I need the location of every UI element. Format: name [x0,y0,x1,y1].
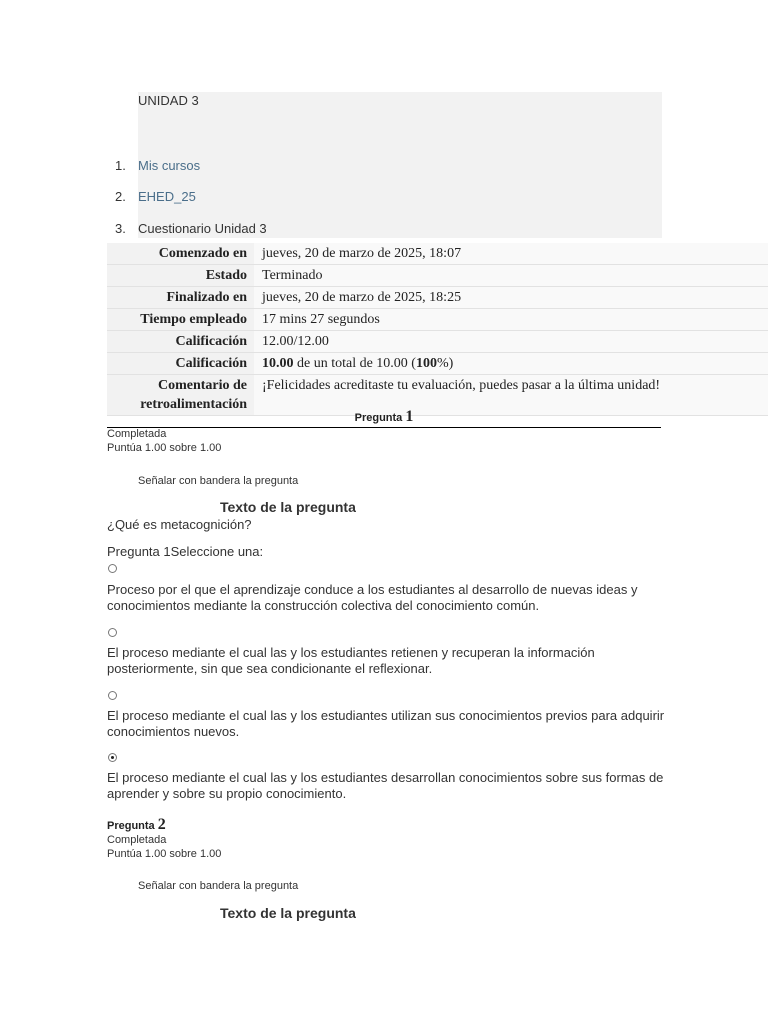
time-value: 17 mins 27 segundos [254,309,768,331]
feedback-label: Comentario de retroalimentación [107,375,254,416]
summary-row-grade-total [107,353,768,375]
state-label: Estado [107,265,254,287]
breadcrumb-item-mis-cursos[interactable] [115,158,415,173]
question-1-status: Completada [107,428,167,440]
question-1-prompt: Pregunta 1Seleccione una: [107,544,264,559]
summary-row-time [107,309,768,331]
question-2-status: Completada [107,834,167,846]
grade-label: Calificación [107,331,254,353]
question-1-header [107,408,661,428]
question-1-number: 1 [405,408,414,425]
finished-label: Finalizado en [107,287,254,309]
summary-row-finished [107,287,768,309]
grade-total-percent: 100 [415,356,437,371]
unit-title: UNIDAD 3 [138,93,199,108]
breadcrumb-current-quiz: Cuestionario Unidad 3 [138,221,267,236]
summary-row-state [107,265,768,287]
attempt-summary-table [107,243,768,416]
grade-value: 12.00/12.00 [254,331,768,353]
question-1-score: Puntúa 1.00 sobre 1.00 [107,442,222,454]
question-1-flag-link[interactable]: Señalar con bandera la pregunta [138,475,299,487]
feedback-value: ¡Felicidades acreditaste tu evaluación, puedes pasar a la última unidad! [254,375,768,416]
breadcrumb-item-course[interactable] [115,189,415,204]
question-2-label: Pregunta [107,820,155,832]
question-1-label: Pregunta [354,412,403,424]
question-2-number: 2 [157,816,166,833]
breadcrumb-item-quiz [115,221,415,236]
option-4-radio[interactable] [108,753,117,762]
summary-row-grade [107,331,768,353]
grade-total-mid: de un total de 10.00 ( [293,356,416,371]
option-1-text: Proceso por el que el aprendizaje conduce a los estudiantes al desarrollo de nuevas ideas y conocimientos mediante la construcción colectiva del conocimiento común. [107,582,638,613]
breadcrumb-number: 2. [115,189,126,204]
breadcrumb-number: 1. [115,158,126,173]
breadcrumb-link-mis-cursos[interactable]: Mis cursos [138,158,201,173]
question-1-text: ¿Qué es metacognición? [107,517,252,532]
started-value: jueves, 20 de marzo de 2025, 18:07 [254,243,768,265]
grade-total-end: %) [436,356,454,371]
grade-total-label: Calificación [107,353,254,375]
option-4-text: El proceso mediante el cual las y los estudiantes desarrollan conocimientos sobre sus formas de aprender y sobre su propio conocimiento. [107,770,664,801]
state-value: Terminado [254,265,768,287]
question-2-score: Puntúa 1.00 sobre 1.00 [107,848,222,860]
finished-value: jueves, 20 de marzo de 2025, 18:25 [254,287,768,309]
question-2-header [107,816,166,834]
question-1-text-heading: Texto de la pregunta [220,499,356,515]
option-1-radio[interactable] [108,564,117,573]
summary-row-started [107,243,768,265]
question-2-text-heading: Texto de la pregunta [220,905,356,921]
grade-total-value [254,353,768,375]
option-3-text: El proceso mediante el cual las y los estudiantes utilizan sus conocimientos previos para adquirir conocimientos nuevos. [107,708,665,739]
question-2-flag-link[interactable]: Señalar con bandera la pregunta [138,880,299,892]
breadcrumb-link-course[interactable]: EHED_25 [138,189,196,204]
option-2-text: El proceso mediante el cual las y los estudiantes retienen y recuperan la información posteriormente, sin que sea condicionante el reflexionar. [107,645,595,676]
option-2-radio[interactable] [108,628,117,637]
started-label: Comenzado en [107,243,254,265]
time-label: Tiempo empleado [107,309,254,331]
grade-total-score: 10.00 [262,356,294,371]
option-3-radio[interactable] [108,691,117,700]
breadcrumb-number: 3. [115,221,126,236]
